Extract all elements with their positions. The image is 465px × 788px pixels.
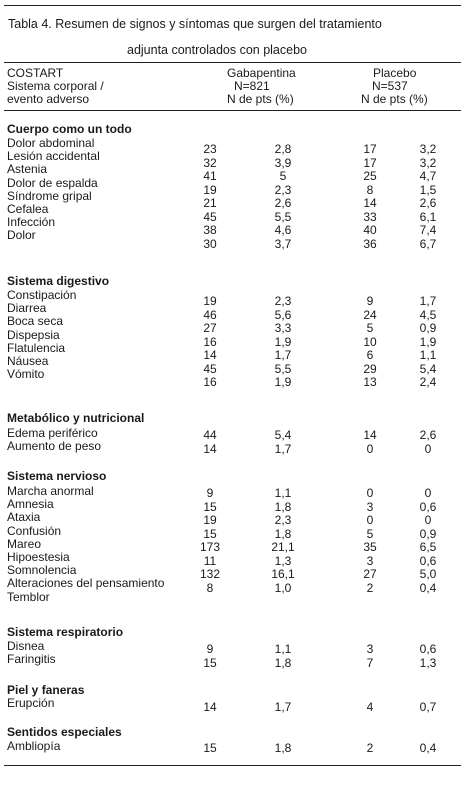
gaba-percent: 1,9: [274, 375, 292, 389]
gaba-count: 27: [203, 321, 217, 335]
header-plac-n: N=537: [372, 79, 408, 93]
gaba-count: 11: [203, 554, 217, 568]
placebo-percent: 1,5: [419, 183, 437, 197]
placebo-percent: 6,1: [419, 210, 437, 224]
placebo-percent: 0,7: [419, 700, 437, 714]
gaba-count: 38: [203, 223, 217, 237]
gaba-percent: 2,6: [274, 196, 292, 210]
gaba-percent: 2,3: [274, 513, 292, 527]
gaba-count: 46: [203, 308, 217, 322]
gaba-percent: 2,8: [274, 142, 292, 156]
gaba-percent: 1,7: [274, 700, 292, 714]
title-rule-bottom: [4, 62, 461, 63]
placebo-count: 3: [366, 500, 374, 514]
event-label: Flatulencia: [7, 341, 66, 355]
gaba-count: 15: [203, 656, 217, 670]
gaba-count: 15: [203, 500, 217, 514]
placebo-count: 4: [366, 700, 374, 714]
placebo-count: 17: [363, 156, 377, 170]
placebo-count: 14: [363, 428, 377, 442]
gaba-percent: 5,5: [274, 210, 292, 224]
gaba-count: 44: [203, 428, 217, 442]
event-label: Somnolencia: [7, 563, 77, 577]
placebo-count: 25: [363, 169, 377, 183]
placebo-count: 33: [363, 210, 377, 224]
gaba-percent: 1,1: [274, 486, 292, 500]
placebo-percent: 0,6: [419, 642, 437, 656]
placebo-count: 2: [366, 741, 374, 755]
header-evento: evento adverso: [7, 92, 90, 106]
gaba-count: 14: [203, 700, 217, 714]
gaba-count: 16: [203, 375, 217, 389]
title-rule-top: [4, 5, 461, 6]
gaba-percent: 3,7: [274, 237, 292, 251]
placebo-count: 13: [363, 375, 377, 389]
placebo-percent: 1,3: [419, 656, 437, 670]
placebo-percent: 0,6: [419, 554, 437, 568]
event-label: Disnea: [7, 639, 45, 653]
gaba-percent: 1,8: [274, 656, 292, 670]
gaba-percent: 1,7: [274, 442, 292, 456]
gaba-count: 15: [203, 527, 217, 541]
placebo-count: 29: [363, 362, 377, 376]
placebo-percent: 1,7: [419, 294, 437, 308]
gaba-percent: 3,3: [274, 321, 292, 335]
placebo-percent: 0,4: [419, 581, 437, 595]
gaba-count: 19: [203, 183, 217, 197]
placebo-percent: 2,6: [419, 196, 437, 210]
placebo-percent: 1,9: [419, 335, 437, 349]
gaba-percent: 5,5: [274, 362, 292, 376]
placebo-percent: 0,4: [419, 741, 437, 755]
gaba-percent: 2,3: [274, 183, 292, 197]
table-title-line1: Tabla 4. Resumen de signos y síntomas que surgen del tratamiento: [8, 17, 382, 31]
placebo-count: 10: [363, 335, 377, 349]
event-label: Vómito: [7, 367, 45, 381]
gaba-percent: 5,4: [274, 428, 292, 442]
placebo-count: 27: [363, 567, 377, 581]
event-label: Hipoestesia: [7, 550, 70, 564]
placebo-percent: 2,4: [419, 375, 437, 389]
gaba-count: 45: [203, 362, 217, 376]
gaba-count: 32: [203, 156, 217, 170]
placebo-count: 40: [363, 223, 377, 237]
gaba-percent: 1,3: [274, 554, 292, 568]
gaba-count: 16: [203, 335, 217, 349]
header-rule: [4, 110, 461, 111]
event-label: Temblor: [7, 590, 50, 604]
gaba-count: 23: [203, 142, 217, 156]
section-title: Cuerpo como un todo: [7, 122, 132, 136]
placebo-count: 2: [366, 581, 374, 595]
header-sistema: Sistema corporal /: [7, 79, 104, 93]
gaba-count: 14: [203, 348, 217, 362]
event-label: Dolor abdominal: [7, 136, 95, 150]
section-title: Piel y faneras: [7, 683, 85, 697]
section-title: Sistema nervioso: [7, 469, 107, 483]
placebo-percent: 4,7: [419, 169, 437, 183]
section-title: Metabólico y nutricional: [7, 411, 145, 425]
placebo-percent: 5,4: [419, 362, 437, 376]
placebo-percent: 6,7: [419, 237, 437, 251]
gaba-percent: 1,8: [274, 500, 292, 514]
gaba-count: 9: [206, 486, 214, 500]
placebo-count: 0: [366, 513, 374, 527]
placebo-percent: 0: [424, 442, 432, 456]
event-label: Dolor de espalda: [7, 176, 98, 190]
header-costart: COSTART: [7, 66, 64, 80]
placebo-percent: 3,2: [419, 142, 437, 156]
placebo-percent: 3,2: [419, 156, 437, 170]
gaba-percent: 16,1: [271, 567, 295, 581]
placebo-count: 9: [366, 294, 374, 308]
section-title: Sistema respiratorio: [7, 625, 124, 639]
placebo-count: 5: [366, 527, 374, 541]
placebo-percent: 0,9: [419, 527, 437, 541]
event-label: Ambliopía: [7, 739, 61, 753]
event-label: Infección: [7, 215, 56, 229]
event-label: Erupción: [7, 696, 55, 710]
placebo-percent: 1,1: [419, 348, 437, 362]
gaba-count: 9: [206, 642, 214, 656]
placebo-count: 0: [366, 486, 374, 500]
placebo-percent: 7,4: [419, 223, 437, 237]
gaba-count: 15: [203, 741, 217, 755]
header-gaba-pts: N de pts (%): [227, 92, 294, 106]
event-label: Mareo: [7, 537, 42, 551]
event-label: Confusión: [7, 524, 62, 538]
section-title: Sistema digestivo: [7, 274, 110, 288]
event-label: Ataxia: [7, 510, 41, 524]
placebo-count: 14: [363, 196, 377, 210]
gaba-percent: 2,3: [274, 294, 292, 308]
gaba-count: 132: [199, 567, 221, 581]
table-rule-bottom: [4, 765, 461, 766]
placebo-count: 6: [366, 348, 374, 362]
placebo-count: 3: [366, 642, 374, 656]
gaba-count: 45: [203, 210, 217, 224]
event-label: Diarrea: [7, 301, 47, 315]
event-label: Marcha anormal: [7, 484, 94, 498]
event-label: Síndrome gripal: [7, 189, 92, 203]
header-plac-pts: N de pts (%): [361, 92, 428, 106]
event-label: Alteraciones del pensamiento: [7, 576, 165, 590]
gaba-percent: 21,1: [271, 540, 295, 554]
gaba-percent: 1,8: [274, 527, 292, 541]
placebo-count: 35: [363, 540, 377, 554]
gaba-percent: 3,9: [274, 156, 292, 170]
placebo-percent: 0: [424, 486, 432, 500]
placebo-percent: 0,6: [419, 500, 437, 514]
event-label: Edema periférico: [7, 426, 98, 440]
placebo-count: 5: [366, 321, 374, 335]
header-gabapentina: Gabapentina: [227, 66, 296, 80]
placebo-count: 17: [363, 142, 377, 156]
placebo-count: 0: [366, 442, 374, 456]
placebo-percent: 5,0: [419, 567, 437, 581]
gaba-percent: 5: [279, 169, 287, 183]
placebo-percent: 6,5: [419, 540, 437, 554]
event-label: Amnesia: [7, 497, 54, 511]
gaba-percent: 5,6: [274, 308, 292, 322]
gaba-percent: 1,8: [274, 741, 292, 755]
event-label: Dispepsia: [7, 328, 60, 342]
event-label: Náusea: [7, 354, 49, 368]
placebo-percent: 0,9: [419, 321, 437, 335]
gaba-count: 41: [203, 169, 217, 183]
gaba-count: 14: [203, 442, 217, 456]
event-label: Faringitis: [7, 652, 56, 666]
gaba-percent: 1,7: [274, 348, 292, 362]
placebo-percent: 4,5: [419, 308, 437, 322]
placebo-count: 3: [366, 554, 374, 568]
placebo-percent: 2,6: [419, 428, 437, 442]
event-label: Dolor: [7, 228, 36, 242]
placebo-count: 36: [363, 237, 377, 251]
gaba-percent: 1,9: [274, 335, 292, 349]
gaba-count: 21: [203, 196, 217, 210]
event-label: Constipación: [7, 288, 77, 302]
placebo-count: 24: [363, 308, 377, 322]
event-label: Astenia: [7, 162, 48, 176]
gaba-count: 30: [203, 237, 217, 251]
header-placebo: Placebo: [373, 66, 417, 80]
header-gaba-n: N=821: [234, 79, 270, 93]
placebo-count: 8: [366, 183, 374, 197]
gaba-count: 19: [203, 294, 217, 308]
gaba-count: 19: [203, 513, 217, 527]
placebo-count: 7: [366, 656, 374, 670]
gaba-count: 8: [206, 581, 214, 595]
placebo-percent: 0: [424, 513, 432, 527]
event-label: Aumento de peso: [7, 439, 102, 453]
gaba-count: 173: [199, 540, 221, 554]
section-title: Sentidos especiales: [7, 725, 122, 739]
event-label: Cefalea: [7, 202, 49, 216]
gaba-percent: 1,0: [274, 581, 292, 595]
event-label: Boca seca: [7, 314, 64, 328]
gaba-percent: 4,6: [274, 223, 292, 237]
event-label: Lesión accidental: [7, 149, 100, 163]
gaba-percent: 1,1: [274, 642, 292, 656]
table-title-line2: adjunta controlados con placebo: [127, 43, 307, 57]
